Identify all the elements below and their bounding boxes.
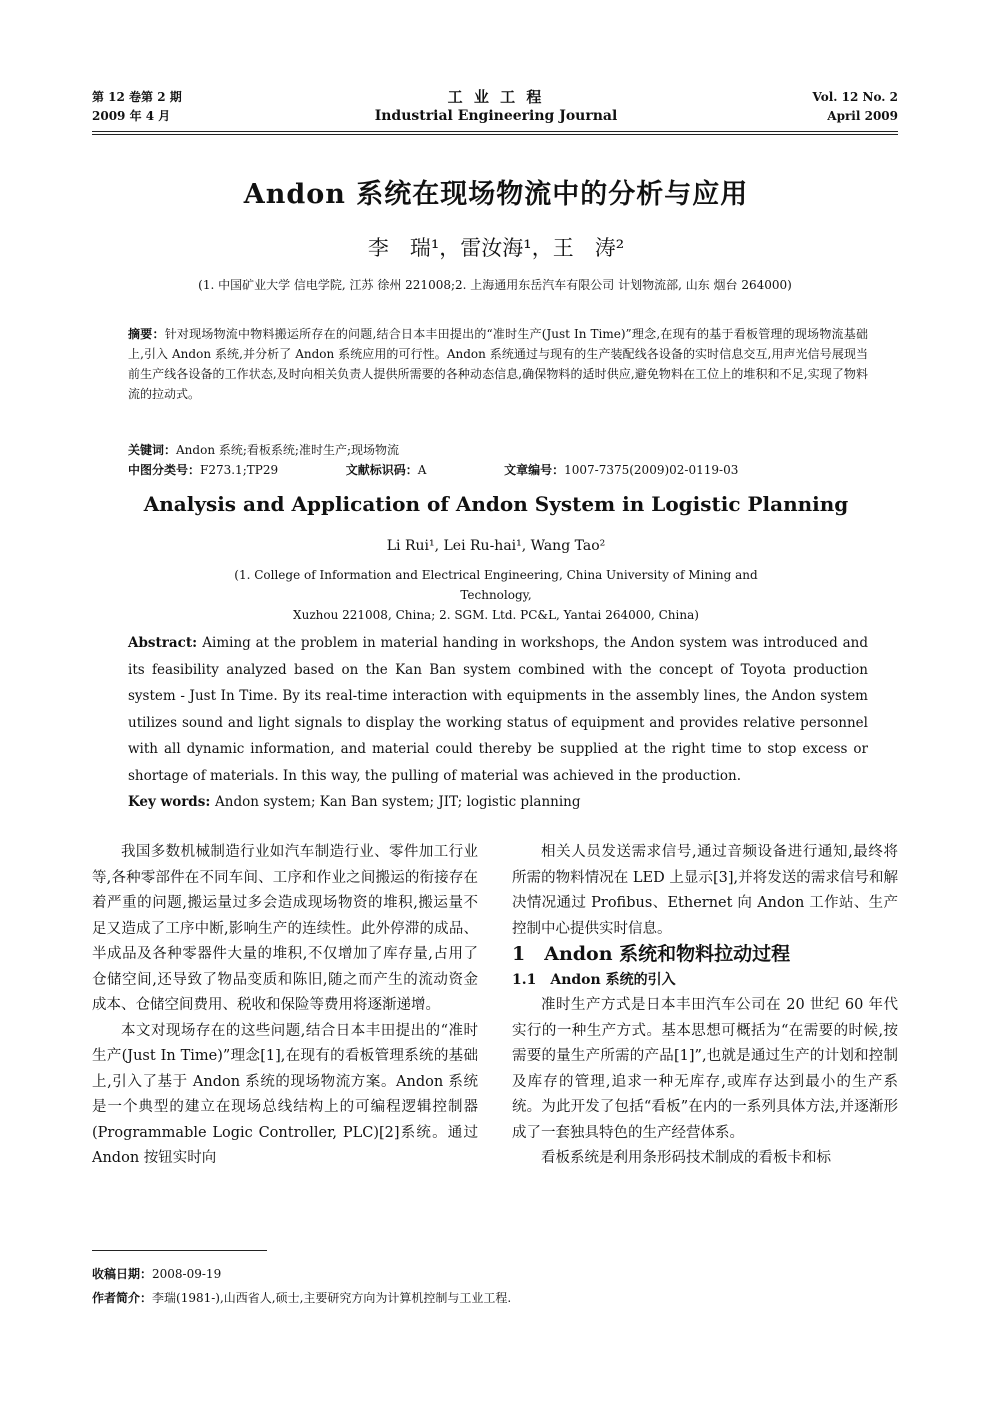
clc-code: F273.1;TP29 bbox=[200, 463, 279, 477]
doc-code: A bbox=[417, 463, 427, 477]
header-rule-top bbox=[92, 131, 898, 132]
authors-en: Li Rui¹, Lei Ru-hai¹, Wang Tao² bbox=[386, 538, 606, 554]
paper-title-cn: Andon 系统在现场物流中的分析与应用 bbox=[243, 179, 749, 210]
body-left-column bbox=[92, 840, 478, 1172]
affiliation-en-line1: (1. College of Information and Electrical Engineering, China University of Mining and Technology, bbox=[234, 568, 758, 602]
author-bio-label: 作者简介： bbox=[92, 1291, 153, 1305]
keywords-en: Andon system; Kan Ban system; JIT; logistic planning bbox=[215, 794, 581, 810]
abstract-cn-label: 摘要： bbox=[128, 327, 165, 341]
affiliation-cn: (1. 中国矿业大学 信电学院, 江苏 徐州 221008;2. 上海通用东岳汽车有限公司 计划物流部, 山东 烟台 264000) bbox=[198, 278, 792, 292]
journal-volume-en bbox=[813, 88, 898, 126]
clc-label: 中图分类号： bbox=[128, 463, 201, 477]
article-no-label: 文章编号： bbox=[504, 463, 565, 477]
doc-code-label: 文献标识码： bbox=[345, 463, 418, 477]
journal-name-en: Industrial Engineering Journal bbox=[374, 108, 618, 124]
volume-issue: 第 12 卷第 2 期 bbox=[92, 90, 182, 104]
received-date: 2008-09-19 bbox=[152, 1267, 222, 1281]
body-right-column bbox=[512, 840, 898, 1172]
journal-name-cn: 工 业 工 程 bbox=[447, 88, 545, 106]
author-bio: 李瑞(1981-),山西省人,硕士,主要研究方向为计算机控制与工业工程. bbox=[152, 1291, 512, 1305]
abstract-en: Abstract: Aiming at the problem in material handing in workshops, the Andon system was introduced and its feasibility analyzed based on the Kan Ban system combined with the concept of Toyota production system - Just In Time. By its real-time interaction with equipments in the assembly lines, the Andon system utilizes sound and light signals to display the working status of equipment and provides relative personnel with all dynamic information, and material could thereby be supplied at the right time to stop excess or shortage of materials. In this way, the pulling of material was achieved in the production. Key words: Andon system; Kan Ban system; JIT; logistic planning bbox=[128, 635, 869, 810]
affiliation-en bbox=[200, 565, 792, 625]
abstract-en-label: Abstract bbox=[128, 635, 193, 651]
keywords-cn-label: 关键词： bbox=[128, 443, 177, 457]
authors-cn: 李 瑞¹，雷汝海¹，王 涛² bbox=[367, 236, 625, 260]
abstract-cn-text: 针对现场物流中物料搬运所存在的问题,结合日本丰田提出的“准时生产(Just In Time)”理念,在现有的基于看板管理的现场物流基础上,引入 Andon 系统,并分析了 Andon 系统应用的可行性。Andon 系统通过与现有的生产装配线各设备的实时信息交互,用声光信号展现当前生产线各设备的工作状态,及时向相关负责人提供所需要的各种动态信息,确保物料的适时供应,避免物料在工位上的堆积和不足,实现了物料流的拉动式。 bbox=[128, 327, 868, 401]
issue-date-en: April 2009 bbox=[827, 109, 898, 123]
issue-date: 2009 年 4 月 bbox=[92, 109, 171, 123]
body-paragraph: 看板系统是利用条形码技术制成的看板卡和标 bbox=[541, 1150, 831, 1166]
body-paragraph: 我国多数机械制造行业如汽车制造行业、零件加工行业等,各种零部件在不同车间、工序和作业之间搬运的衔接存在着严重的问题,搬运量过多会造成现场物资的堆积,搬运量不足又造成了工序中断,影响生产的连续性。此外停滞的成品、半成品及各种零器件大量的堆积,不仅增加了库存量,占用了仓储空间,还导致了物品变质和陈旧,随之而产生的流动资金成本、仓储空间费用、税收和保险等费用将逐渐递增。 bbox=[92, 844, 478, 1013]
footnote bbox=[92, 1262, 898, 1310]
section-heading: 1 Andon 系统和物料拉动过程 bbox=[512, 943, 791, 965]
keywords-en-label: Key words bbox=[128, 794, 206, 810]
paper-title-en: Analysis and Application of Andon System in Logistic Planning bbox=[143, 492, 849, 516]
subsection-heading: 1.1 Andon 系统的引入 bbox=[512, 971, 676, 988]
body-paragraph: 本文对现场存在的这些问题,结合日本丰田提出的“准时生产(Just In Time)”理念[1],在现有的看板管理系统的基础上,引入了基于 Andon 系统的现场物流方案。Andon 系统是一个典型的建立在现场总线结构上的可编程逻辑控制器(Programmable Logic Controller, PLC)[2]系统。通过 Andon 按钮实时向 bbox=[92, 1022, 478, 1166]
article-no: 1007-7375(2009)02-0119-03 bbox=[564, 463, 739, 477]
body-paragraph: 相关人员发送需求信号,通过音频设备进行通知,最终将所需的物料情况在 LED 上显示[3],并将发送的需求信号和解决情况通过 Profibus、Ethernet 向 Andon 工作站、生产控制中心提供实时信息。 bbox=[512, 844, 898, 937]
received-label: 收稿日期： bbox=[92, 1267, 153, 1281]
keywords-cn: Andon 系统;看板系统;准时生产;现场物流 bbox=[176, 443, 399, 457]
header-rule-bottom bbox=[92, 134, 898, 135]
affiliation-en-line2: Xuzhou 221008, China; 2. SGM. Ltd. PC&L, Yantai 264000, China) bbox=[293, 608, 699, 622]
abstract-en-text: Aiming at the problem in material handing in workshops, the Andon system was introduced and its feasibility analyzed based on the Kan Ban system combined with the concept of Toyota production system - Just In Time. By its real-time interaction with equipments in the assembly lines, the Andon system utilizes sound and light signals to display the working status of equipment and provides relative personnel with all dynamic information, and material could thereby be supplied at the right time to stop excess or shortage of materials. In this way, the pulling of material was achieved in the production. bbox=[128, 635, 869, 784]
body-paragraph: 准时生产方式是日本丰田汽车公司在 20 世纪 60 年代实行的一种生产方式。基本思想可概括为“在需要的时候,按需要的量生产所需的产品[1]”,也就是通过生产的计划和控制及库存的管理,追求一种无库存,或库存达到最小的生产系统。为此开发了包括“看板”在内的一系列具体方法,并逐渐形成了一套独具特色的生产经营体系。 bbox=[512, 997, 898, 1141]
abstract-cn bbox=[128, 324, 868, 404]
meta-cn bbox=[128, 440, 868, 480]
volume-issue-en: Vol. 12 No. 2 bbox=[812, 90, 898, 104]
footnote-rule bbox=[92, 1250, 267, 1251]
